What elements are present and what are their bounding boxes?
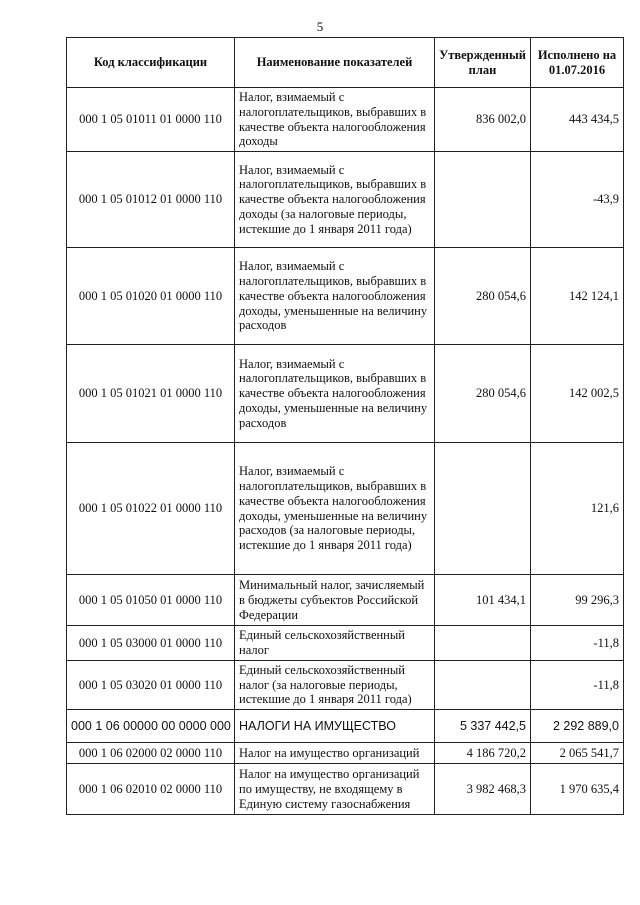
cell-code: 000 1 05 01021 01 0000 110 (67, 345, 235, 443)
cell-plan: 5 337 442,5 (435, 710, 531, 743)
cell-name: Налог, взимаемый с налогоплательщиков, выбравших в качестве объекта налогообложения доходы (за налоговые периоды, истекшие до 1 января 2011 года) (235, 152, 435, 248)
cell-code: 000 1 05 01011 01 0000 110 (67, 88, 235, 152)
header-executed: Исполнено на 01.07.2016 (531, 38, 624, 88)
header-name: Наименование показателей (235, 38, 435, 88)
cell-code: 000 1 06 00000 00 0000 000 (67, 710, 235, 743)
cell-executed: 142 002,5 (531, 345, 624, 443)
cell-executed: 2 065 541,7 (531, 743, 624, 764)
header-plan: Утвержденный план (435, 38, 531, 88)
cell-executed: -11,8 (531, 660, 624, 709)
cell-name: Налог, взимаемый с налогоплательщиков, выбравших в качестве объекта налогообложения доходы (235, 88, 435, 152)
cell-plan: 280 054,6 (435, 248, 531, 345)
cell-name: Налог на имущество организаций (235, 743, 435, 764)
cell-executed: 121,6 (531, 443, 624, 575)
cell-executed: 1 970 635,4 (531, 764, 624, 815)
table-header-row (67, 38, 624, 88)
cell-name: НАЛОГИ НА ИМУЩЕСТВО (235, 710, 435, 743)
table-row (67, 626, 624, 661)
cell-code: 000 1 06 02000 02 0000 110 (67, 743, 235, 764)
table-row (67, 743, 624, 764)
page-number: 5 (316, 19, 324, 34)
cell-name: Единый сельскохозяйственный налог (235, 626, 435, 661)
table-row (67, 764, 624, 815)
table-row (67, 443, 624, 575)
table-row (67, 248, 624, 345)
cell-plan: 101 434,1 (435, 575, 531, 626)
cell-name: Налог, взимаемый с налогоплательщиков, выбравших в качестве объекта налогообложения доходы, уменьшенные на величину расходов (235, 345, 435, 443)
header-code: Код классификации (67, 38, 235, 88)
cell-code: 000 1 05 03020 01 0000 110 (67, 660, 235, 709)
table-row (67, 345, 624, 443)
cell-code: 000 1 05 01012 01 0000 110 (67, 152, 235, 248)
cell-executed: 99 296,3 (531, 575, 624, 626)
cell-plan (435, 443, 531, 575)
cell-plan (435, 660, 531, 709)
cell-plan: 3 982 468,3 (435, 764, 531, 815)
cell-code: 000 1 05 01050 01 0000 110 (67, 575, 235, 626)
cell-code: 000 1 05 03000 01 0000 110 (67, 626, 235, 661)
budget-table (66, 37, 624, 815)
cell-plan: 836 002,0 (435, 88, 531, 152)
cell-executed: 142 124,1 (531, 248, 624, 345)
cell-plan (435, 626, 531, 661)
cell-name: Налог, взимаемый с налогоплательщиков, выбравших в качестве объекта налогообложения доходы, уменьшенные на величину расходов (за налоговые периоды, истекшие до 1 января 2011 года) (235, 443, 435, 575)
cell-name: Единый сельскохозяйственный налог (за налоговые периоды, истекшие до 1 января 2011 года) (235, 660, 435, 709)
cell-executed: 443 434,5 (531, 88, 624, 152)
table-row (67, 660, 624, 709)
cell-plan (435, 152, 531, 248)
cell-code: 000 1 05 01020 01 0000 110 (67, 248, 235, 345)
cell-executed: -11,8 (531, 626, 624, 661)
cell-name: Минимальный налог, зачисляемый в бюджеты субъектов Российской Федерации (235, 575, 435, 626)
cell-code: 000 1 06 02010 02 0000 110 (67, 764, 235, 815)
table-row (67, 152, 624, 248)
cell-plan: 280 054,6 (435, 345, 531, 443)
cell-executed: -43,9 (531, 152, 624, 248)
table-row (67, 88, 624, 152)
cell-name: Налог, взимаемый с налогоплательщиков, выбравших в качестве объекта налогообложения доходы, уменьшенные на величину расходов (235, 248, 435, 345)
table-row (67, 575, 624, 626)
cell-plan: 4 186 720,2 (435, 743, 531, 764)
cell-code: 000 1 05 01022 01 0000 110 (67, 443, 235, 575)
cell-name: Налог на имущество организаций по имуществу, не входящему в Единую систему газоснабжения (235, 764, 435, 815)
cell-executed: 2 292 889,0 (531, 710, 624, 743)
table-row (67, 710, 624, 743)
